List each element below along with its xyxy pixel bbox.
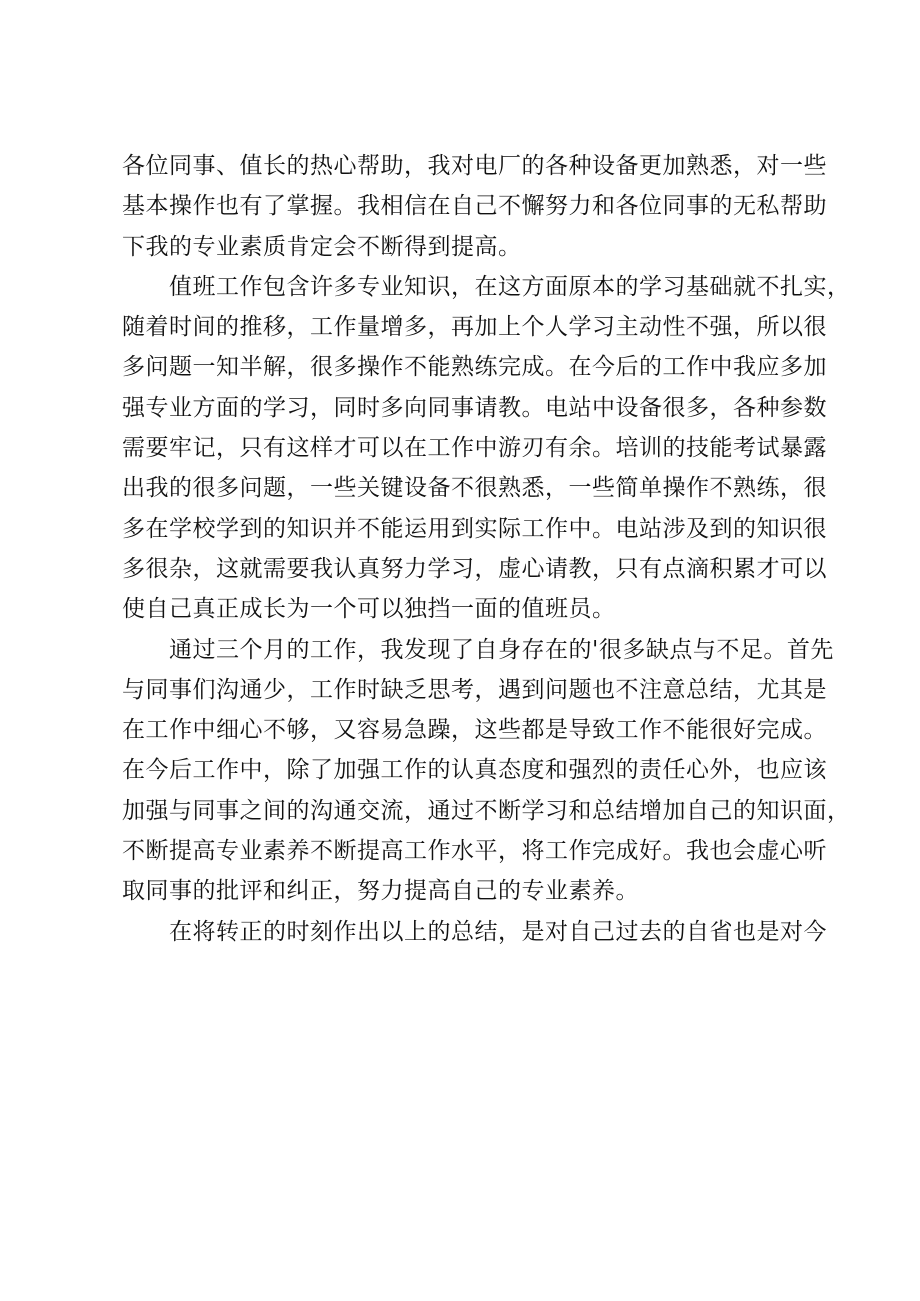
text-line: 强专业方面的学习，同时多向同事请教。电站中设备很多，各种参数 xyxy=(122,394,827,421)
text-line: 与同事们沟通少，工作时缺乏思考，遇到问题也不注意总结，尤其是 xyxy=(122,676,827,703)
text-line: 基本操作也有了掌握。我相信在自己不懈努力和各位同事的无私帮助 xyxy=(122,193,827,220)
text-line: 多问题一知半解，很多操作不能熟练完成。在今后的工作中我应多加 xyxy=(122,354,827,381)
text-line: 取同事的批评和纠正，努力提高自己的专业素养。 xyxy=(122,878,639,905)
text-line: 随着时间的推移，工作量增多，再加上个人学习主动性不强，所以很 xyxy=(122,314,827,341)
text-line: 不断提高专业素养不断提高工作水平，将工作完成好。我也会虚心听 xyxy=(122,838,827,865)
paragraph-start-line: 通过三个月的工作，我发现了自身存在的'很多缺点与不足。首先 xyxy=(169,636,834,663)
text-line: 下我的专业素质肯定会不断得到提高。 xyxy=(122,233,522,260)
text-line: 多在学校学到的知识并不能运用到实际工作中。电站涉及到的知识很 xyxy=(122,515,827,542)
text-line: 在工作中细心不够，又容易急躁，这些都是导致工作不能很好完成。 xyxy=(122,717,827,744)
body-text xyxy=(122,146,851,952)
paragraph-start-line: 值班工作包含许多专业知识，在这方面原本的学习基础就不扎实， xyxy=(169,273,851,300)
text-line: 加强与同事之间的沟通交流，通过不断学习和总结增加自己的知识面， xyxy=(122,797,851,824)
text-line: 使自己真正成长为一个可以独挡一面的值班员。 xyxy=(122,596,616,623)
text-line: 出我的很多问题，一些关键设备不很熟悉，一些简单操作不熟练，很 xyxy=(122,475,827,502)
text-line: 多很杂，这就需要我认真努力学习，虚心请教，只有点滴积累才可以 xyxy=(122,555,827,582)
text-line: 各位同事、值长的热心帮助，我对电厂的各种设备更加熟悉，对一些 xyxy=(122,153,827,179)
text-line: 需要牢记，只有这样才可以在工作中游刃有余。培训的技能考试暴露 xyxy=(122,435,827,462)
text-line: 在今后工作中，除了加强工作的认真态度和强烈的责任心外，也应该 xyxy=(122,757,827,784)
paragraph-start-line: 在将转正的时刻作出以上的总结，是对自己过去的自省也是对今 xyxy=(169,918,827,945)
